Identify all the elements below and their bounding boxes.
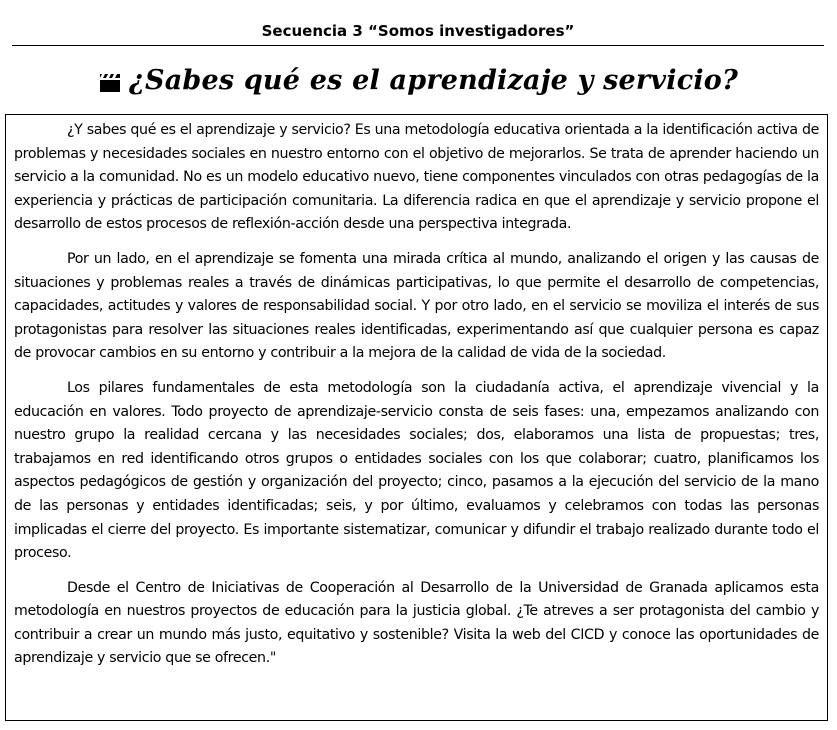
clapperboard-icon [99, 71, 121, 93]
paragraph-learning-service: Por un lado, en el aprendizaje se fomenta una mirada crítica al mundo, analizando el origen y las causas de situaciones y problemas reales a través de dinámicas participativas, lo que permite el desarrollo de competencias, capacidades, actitudes y valores de responsabilidad social. Y por otro lado, en el servicio se moviliza el interés de sus protagonistas para resolver las situaciones reales identificadas, experimentando así que cualquier persona es capaz de provocar cambios en su entorno y contribuir a la mejora de la calidad de vida de la sociedad. [14, 250, 819, 362]
content-box [5, 114, 828, 721]
page-title: ¿Sabes qué es el aprendizaje y servicio? [128, 65, 739, 96]
sequence-header: Secuencia 3 “Somos investigadores” [261, 22, 575, 40]
header-divider [12, 45, 824, 46]
paragraph-phases: Los pilares fundamentales de esta metodología son la ciudadanía activa, el aprendizaje vivencial y la educación en valores. Todo proyecto de aprendizaje-servicio consta de seis fases: una, empezamos analizando con nuestro grupo la realidad cercana y las necesidades sociales; dos, elaboramos una lista de propuestas; tres, trabajamos en red identificando otros grupos o entidades sociales con los que colaborar; cuatro, planificamos los aspectos pedagógicos de gestión y organización del proyecto; cinco, pasamos a la ejecución del servicio de la mano de las personas y entidades identificadas; seis, y por último, evaluamos y celebramos con todas las personas implicadas el cierre del proyecto. Es importante sistematizar, comunicar y difundir el trabajo realizado durante todo el proceso. [14, 379, 819, 562]
paragraph-cicd: Desde el Centro de Iniciativas de Cooperación al Desarrollo de la Universidad de Granada aplicamos esta metodología en nuestros proyectos de educación para la justicia global. ¿Te atreves a ser protagonista del cambio y contribuir a crear un mundo más justo, equitativo y sostenible? Visita la web del CICD y conoce las oportunidades de aprendizaje y servicio que se ofrecen." [14, 579, 819, 667]
title-row [0, 58, 837, 104]
paragraph-intro: ¿Y sabes qué es el aprendizaje y servicio? Es una metodología educativa orientada a la identificación activa de problemas y necesidades sociales en nuestro entorno con el objetivo de mejorarlos. Se trata de aprender haciendo un servicio a la comunidad. No es un modelo educativo nuevo, tiene componentes vinculados con otras pedagogías de la experiencia y prácticas de participación comunitaria. La diferencia radica en que el aprendizaje y servicio propone el desarrollo de estos procesos de reflexión-acción desde una perspectiva integrada. [14, 122, 819, 233]
